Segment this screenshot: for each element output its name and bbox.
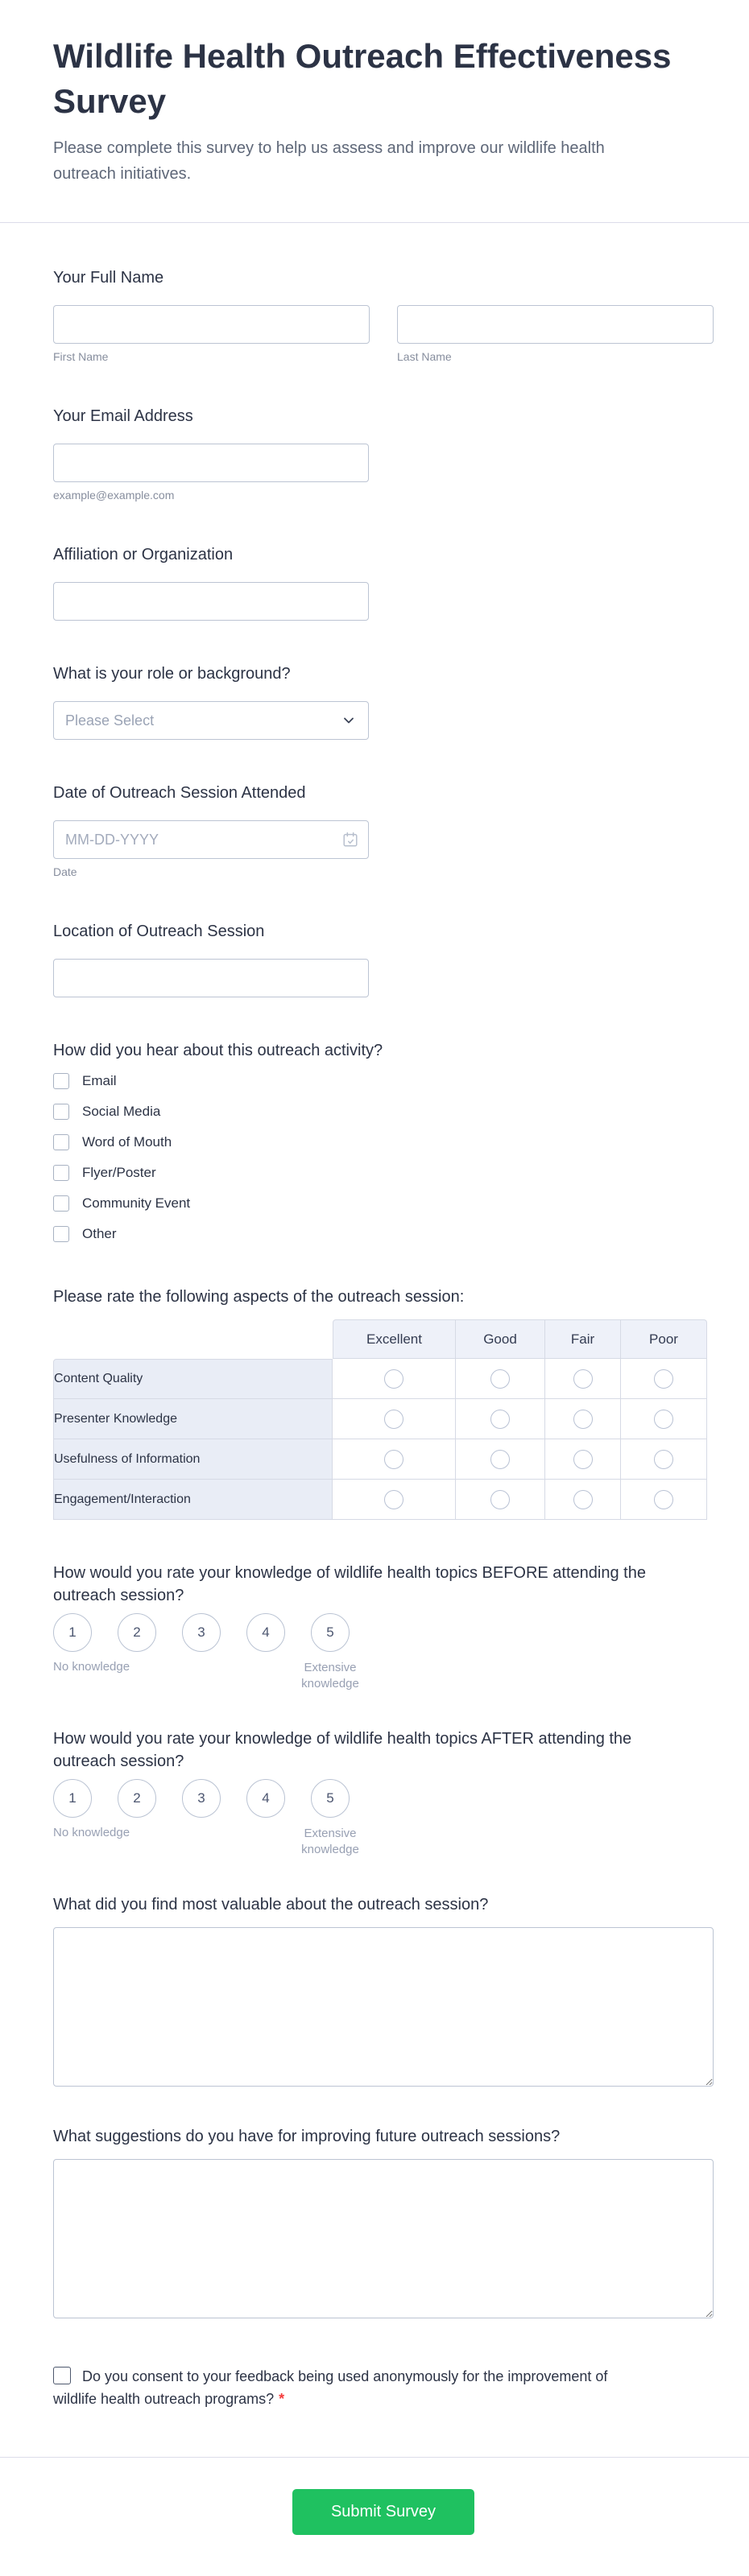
matrix-cell [456, 1439, 545, 1480]
matrix-cell [333, 1439, 456, 1480]
radio-button[interactable] [573, 1490, 593, 1509]
checkbox[interactable] [53, 1195, 69, 1212]
scale-option[interactable]: 1 [53, 1779, 92, 1818]
first-name-field [53, 305, 370, 363]
name-grid [53, 305, 714, 363]
consent-label: Do you consent to your feedback being used anonymously for the improvement of wildlife health outreach programs? [53, 2368, 608, 2407]
scale-min-label: No knowledge [53, 1660, 130, 1674]
checkbox-label: Community Event [82, 1195, 191, 1211]
matrix-row-label: Engagement/Interaction [53, 1480, 333, 1520]
matrix-row [53, 1439, 707, 1480]
matrix-cell [545, 1439, 621, 1480]
scale-labels [53, 1660, 714, 1692]
question-label: Please rate the following aspects of the outreach session: [53, 1288, 465, 1306]
matrix-cell [333, 1359, 456, 1399]
question-label: How would you rate your knowledge of wildlife health topics AFTER attending the outreach session? [53, 1730, 632, 1770]
affiliation-input[interactable] [53, 582, 369, 621]
checkbox-option[interactable] [53, 1102, 714, 1121]
scale-min-label: No knowledge [53, 1826, 130, 1839]
location-input[interactable] [53, 959, 369, 997]
checkbox-group [53, 1071, 714, 1244]
matrix-cell [545, 1480, 621, 1520]
scale-options-after [53, 1779, 714, 1818]
radio-button[interactable] [384, 1410, 403, 1429]
role-select-placeholder: Please Select [65, 712, 155, 729]
form-footer [0, 2458, 749, 2576]
radio-button[interactable] [573, 1450, 593, 1469]
page-subtitle: Please complete this survey to help us assess and improve our wildlife health outreach initiatives. [53, 139, 605, 183]
checkbox[interactable] [53, 1226, 69, 1242]
question-label: Your Email Address [53, 407, 193, 425]
radio-button[interactable] [654, 1490, 673, 1509]
matrix-cell [621, 1399, 707, 1439]
checkbox[interactable] [53, 1073, 69, 1089]
suggestions-textarea[interactable] [53, 2159, 714, 2318]
email-sublabel: example@example.com [53, 489, 175, 502]
matrix-row [53, 1359, 707, 1399]
matrix-column-header: Fair [545, 1319, 621, 1359]
question-consent[interactable] [53, 2365, 617, 2410]
chevron-down-icon [341, 712, 357, 729]
question-label: How did you hear about this outreach activity? [53, 1042, 383, 1059]
radio-button[interactable] [490, 1410, 510, 1429]
scale-option[interactable]: 5 [311, 1613, 350, 1652]
scale-option[interactable]: 2 [118, 1613, 156, 1652]
matrix-header-row [53, 1319, 707, 1359]
form-body [0, 223, 749, 2457]
question-knowledge-before [53, 1562, 714, 1692]
submit-button[interactable]: Submit Survey [292, 2489, 474, 2535]
calendar-icon[interactable] [341, 831, 359, 848]
question-label: What is your role or background? [53, 665, 291, 683]
radio-button[interactable] [573, 1410, 593, 1429]
most-valuable-textarea[interactable] [53, 1927, 714, 2087]
question-affiliation [53, 543, 714, 621]
checkbox-option[interactable] [53, 1133, 714, 1152]
radio-button[interactable] [384, 1369, 403, 1389]
matrix-cell [545, 1359, 621, 1399]
question-hear-about [53, 1039, 714, 1244]
last-name-field [397, 305, 714, 363]
date-field [53, 820, 369, 859]
role-select[interactable] [53, 701, 369, 740]
matrix-cell [621, 1439, 707, 1480]
question-label: Your Full Name [53, 269, 164, 287]
checkbox-label: Word of Mouth [82, 1134, 172, 1150]
scale-labels [53, 1826, 714, 1858]
checkbox[interactable] [53, 1104, 69, 1120]
scale-option[interactable]: 4 [246, 1613, 285, 1652]
consent-checkbox[interactable] [53, 2367, 71, 2384]
question-suggestions [53, 2125, 714, 2318]
matrix-row [53, 1399, 707, 1439]
scale-option[interactable]: 2 [118, 1779, 156, 1818]
question-rating-matrix [53, 1286, 714, 1520]
last-name-input[interactable] [397, 305, 714, 344]
radio-button[interactable] [384, 1490, 403, 1509]
question-label: What suggestions do you have for improving future outreach sessions? [53, 2128, 561, 2145]
scale-options-before [53, 1613, 714, 1652]
radio-button[interactable] [490, 1490, 510, 1509]
matrix-cell [621, 1359, 707, 1399]
question-label: Affiliation or Organization [53, 546, 234, 564]
radio-button[interactable] [654, 1450, 673, 1469]
matrix-column-header: Excellent [333, 1319, 456, 1359]
checkbox-option[interactable] [53, 1071, 714, 1091]
scale-option[interactable]: 4 [246, 1779, 285, 1818]
radio-button[interactable] [490, 1450, 510, 1469]
scale-max-label: Extensive knowledge [301, 1827, 359, 1856]
radio-button[interactable] [654, 1369, 673, 1389]
matrix-cell [333, 1480, 456, 1520]
checkbox-label: Flyer/Poster [82, 1165, 156, 1180]
matrix-row-label: Content Quality [53, 1359, 333, 1399]
matrix-column-header: Good [456, 1319, 545, 1359]
checkbox[interactable] [53, 1165, 69, 1181]
radio-button[interactable] [490, 1369, 510, 1389]
checkbox-label: Email [82, 1073, 117, 1088]
checkbox-label: Social Media [82, 1104, 161, 1119]
matrix-cell [456, 1399, 545, 1439]
matrix-column-header: Poor [621, 1319, 707, 1359]
scale-option[interactable]: 1 [53, 1613, 92, 1652]
matrix-row-label: Usefulness of Information [53, 1439, 333, 1480]
form-header [0, 0, 749, 222]
matrix-cell [621, 1480, 707, 1520]
first-name-input[interactable] [53, 305, 370, 344]
first-name-sublabel: First Name [53, 350, 109, 363]
date-sublabel: Date [53, 865, 77, 878]
question-role [53, 663, 714, 740]
question-knowledge-after [53, 1728, 714, 1858]
checkbox-label: Other [82, 1226, 117, 1241]
question-email [53, 405, 714, 502]
matrix-row [53, 1480, 707, 1520]
matrix-corner-cell [53, 1319, 333, 1359]
page-title: Wildlife Health Outreach Effectiveness Survey [53, 37, 672, 120]
matrix-cell [545, 1399, 621, 1439]
radio-button[interactable] [654, 1410, 673, 1429]
matrix-cell [333, 1399, 456, 1439]
question-full-name [53, 266, 714, 363]
checkbox-option[interactable] [53, 1224, 714, 1244]
email-input[interactable] [53, 444, 369, 482]
scale-option[interactable]: 5 [311, 1779, 350, 1818]
checkbox[interactable] [53, 1134, 69, 1150]
checkbox-option[interactable] [53, 1194, 714, 1213]
matrix-row-label: Presenter Knowledge [53, 1399, 333, 1439]
radio-button[interactable] [573, 1369, 593, 1389]
radio-button[interactable] [384, 1450, 403, 1469]
question-date [53, 782, 714, 878]
last-name-sublabel: Last Name [397, 350, 452, 363]
question-label: Date of Outreach Session Attended [53, 784, 306, 802]
matrix-cell [456, 1359, 545, 1399]
required-asterisk: * [279, 2391, 285, 2407]
question-most-valuable [53, 1893, 714, 2087]
rating-matrix-table [53, 1319, 707, 1520]
question-label: How would you rate your knowledge of wildlife health topics BEFORE attending the outreach session? [53, 1564, 646, 1604]
checkbox-option[interactable] [53, 1163, 714, 1183]
question-label: What did you find most valuable about the outreach session? [53, 1896, 489, 1913]
scale-max-label: Extensive knowledge [301, 1661, 359, 1690]
question-location [53, 920, 714, 997]
scale-option[interactable]: 3 [182, 1779, 221, 1818]
date-input[interactable] [53, 820, 369, 859]
matrix-cell [456, 1480, 545, 1520]
scale-option[interactable]: 3 [182, 1613, 221, 1652]
question-label: Location of Outreach Session [53, 923, 265, 940]
